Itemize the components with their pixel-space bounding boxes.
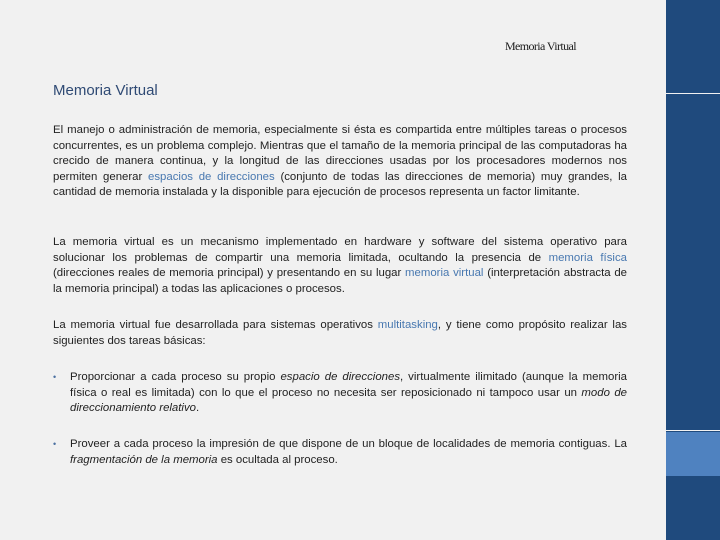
link-memoria-virtual[interactable]: memoria virtual [405, 267, 484, 279]
list-item-text-c: . [196, 402, 200, 414]
list-item-text-b: es ocultada al proceso. [217, 453, 338, 466]
list-item-emphasis: fragmentación de la memoria [70, 453, 218, 466]
rail-segment [666, 476, 720, 540]
link-multitasking[interactable]: multitasking [377, 319, 438, 331]
paragraph-2 [53, 235, 627, 297]
list-item-text [70, 437, 627, 468]
link-espacios-de-direcciones[interactable]: espacios de direcciones [148, 170, 275, 183]
list-item-text-a: Proveer a cada proceso la impresión de que dispone de un bloque de localidades de memoria contiguas. La [70, 438, 627, 450]
list-item-text-a: Proporcionar a cada proceso su propio [70, 371, 281, 383]
decorative-side-rail [666, 0, 720, 540]
list-item-text [70, 370, 627, 417]
paragraph-1 [53, 123, 627, 201]
bullet-icon: • [53, 372, 57, 382]
bullet-icon: • [53, 439, 57, 449]
rail-segment [666, 0, 720, 93]
list-item-text-b: , virtualmente ilimitado (aunque la memoria física o real es limitada) con lo que el proceso no necesita ser reposicionado ni tampoco usar un [70, 371, 627, 399]
paragraph-2-text-c: (interpretación abstracta de la memoria principal) a todas las aplicaciones o procesos. [53, 267, 628, 295]
paragraph-1-text-a: El manejo o administración de memoria, especialmente si ésta es compartida entre múltiples tareas o procesos concurrentes, es un problema complejo. Mientras que el tamaño de la memoria principal de las computadoras ha crecido de manera continua, y la longitud de las direcciones usadas por los procesadores modernos nos permiten generar [53, 124, 627, 183]
rail-accent-segment [666, 432, 720, 476]
page-title: Memoria Virtual [53, 82, 158, 99]
link-memoria-fisica[interactable]: memoria física [548, 251, 627, 264]
paragraph-1-text-b: (conjunto de todas las direcciones de memoria) muy grandes, la cantidad de memoria instalada y la disponible para ejecución de procesos representa un factor limitante. [53, 170, 627, 198]
list-item-emphasis: espacio de direcciones [280, 371, 401, 383]
paragraph-2-text-a: La memoria virtual es un mecanismo implementado en hardware y software del sistema operativo para solucionar los problemas de compartir una memoria limitada, ocultando la presencia de [53, 236, 627, 264]
list-item-emphasis: modo de direccionamiento relativo [70, 386, 627, 414]
paragraph-3-text-a: La memoria virtual fue desarrollada para sistemas operativos [53, 319, 378, 331]
paragraph-3-text-b: , y tiene como propósito realizar las siguientes dos tareas básicas: [53, 319, 627, 347]
rail-segment [666, 94, 720, 430]
header-title: Memoria Virtual [504, 39, 576, 53]
paragraph-2-text-b: (direcciones reales de memoria principal) y presentando en su lugar [53, 267, 406, 279]
paragraph-3 [53, 318, 627, 349]
